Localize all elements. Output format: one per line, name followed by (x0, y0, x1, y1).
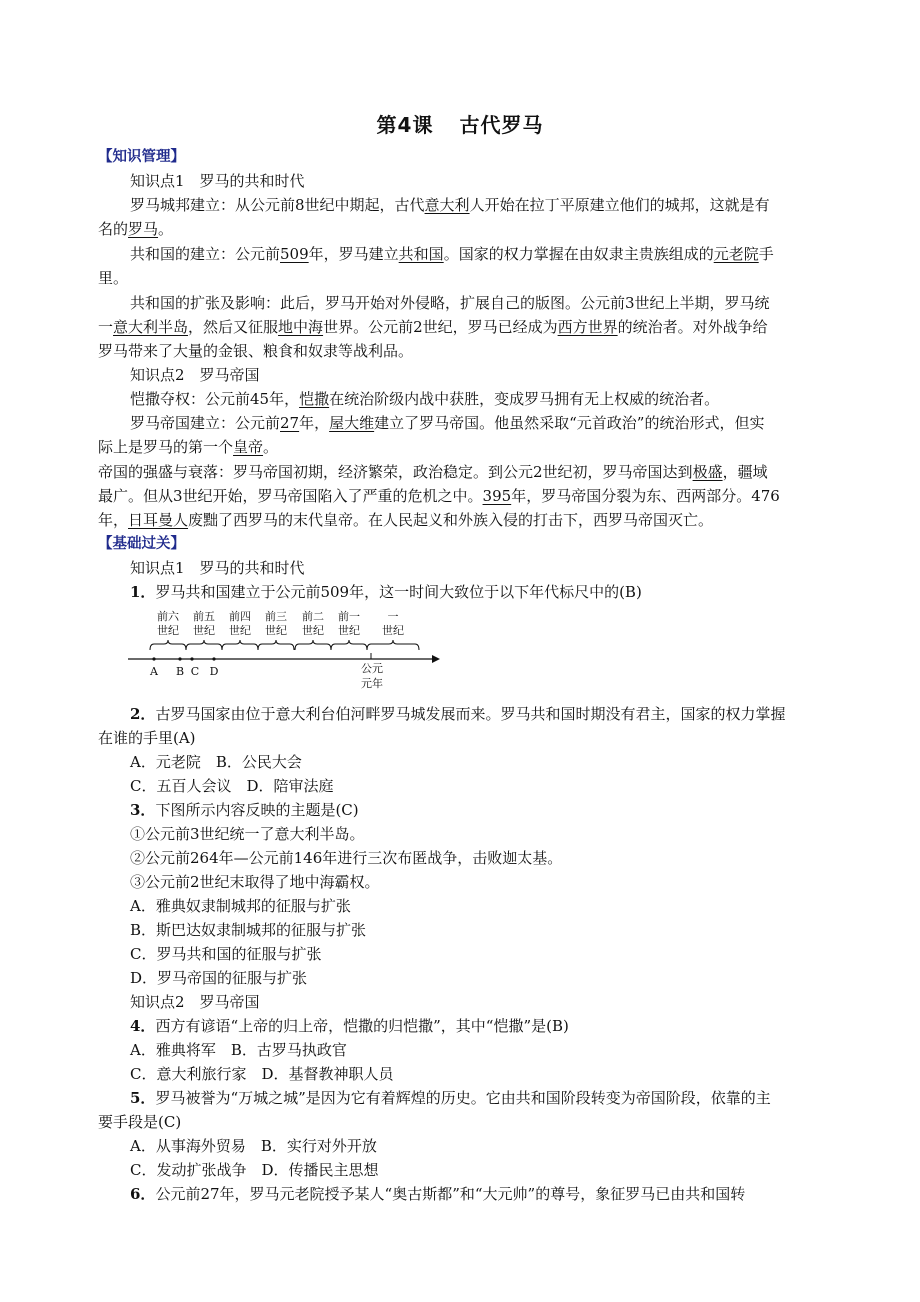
paragraph-line: 罗马带来了大量的金银、粮食和奴隶等战利品。 (98, 342, 414, 360)
knowledge-point-2: 知识点2 罗马帝国 (130, 993, 260, 1011)
question-option: C．罗马共和国的征服与扩张 (130, 945, 322, 963)
question-option: C．意大利旅行家 D．基督教神职人员 (130, 1065, 394, 1083)
timeline-point (190, 657, 193, 660)
question-option: D．罗马帝国的征服与扩张 (130, 969, 308, 987)
timeline-point (152, 657, 155, 660)
question-2: 2．古罗马国家由位于意大利台伯河畔罗马城发展而来。罗马共和国时期没有君主，国家的权力掌握 (130, 705, 786, 723)
century-label: 前三 (265, 610, 287, 623)
question-item: ①公元前3世纪统一了意大利半岛。 (130, 825, 365, 843)
question-5-cont: 要手段是(C) (98, 1113, 182, 1131)
timeline-point (212, 657, 215, 660)
century-label: 前六 (157, 610, 179, 623)
timeline-figure (126, 606, 446, 692)
question-item: ②公元前264年—公元前146年进行三次布匿战争，击败迦太基。 (130, 849, 563, 867)
page-title: 第4课 古代罗马 (376, 113, 544, 137)
point-label: C (190, 665, 200, 678)
century-label: 世纪 (338, 624, 360, 637)
paragraph-line: 里。 (98, 269, 129, 287)
century-label: 前五 (193, 610, 215, 623)
paragraph-line: 罗马帝国建立：公元前27年，屋大维建立了罗马帝国。他虽然采取“元首政治”的统治形式，但实 (130, 414, 765, 432)
paragraph-line: 最广。但从3世纪开始，罗马帝国陷入了严重的危机之中。395年，罗马帝国分裂为东、西两部分。476 (98, 487, 780, 505)
question-option: A．雅典将军 B．古罗马执政官 (130, 1041, 347, 1059)
knowledge-point-1: 知识点1 罗马的共和时代 (130, 172, 305, 190)
question-option: A．元老院 B．公民大会 (130, 753, 302, 771)
section-knowledge-management: 【知识管理】 (98, 149, 185, 165)
century-label: 前四 (229, 610, 251, 623)
point-label: D (209, 665, 219, 678)
century-label: 世纪 (229, 624, 251, 637)
century-label: 前一 (338, 610, 360, 623)
paragraph-line: 际上是罗马的第一个皇帝。 (98, 438, 279, 456)
point-label: B (175, 665, 185, 678)
century-label: 世纪 (302, 624, 324, 637)
question-3: 3．下图所示内容反映的主题是(C) (130, 801, 359, 819)
century-label: 世纪 (265, 624, 287, 637)
question-option: C．发动扩张战争 D．传播民主思想 (130, 1161, 379, 1179)
question-option: A．雅典奴隶制城邦的征服与扩张 (130, 897, 351, 915)
origin-label: 公元 (361, 662, 383, 675)
question-1: 1．罗马共和国建立于公元前509年，这一时间大致位于以下年代标尺中的(B) (130, 583, 642, 601)
question-5: 5．罗马被誉为“万城之城”是因为它有着辉煌的历史。它由共和国阶段转变为帝国阶段，依靠的主 (130, 1089, 771, 1107)
section-basic-practice: 【基础过关】 (98, 536, 185, 552)
paragraph-line: 帝国的强盛与衰落：罗马帝国初期，经济繁荣，政治稳定。到公元2世纪初，罗马帝国达到极盛，疆域 (98, 463, 768, 481)
paragraph-line: 一意大利半岛，然后又征服地中海世界。公元前2世纪，罗马已经成为西方世界的统治者。对外战争给 (98, 318, 768, 336)
timeline-point (178, 657, 181, 660)
knowledge-point-1: 知识点1 罗马的共和时代 (130, 559, 305, 577)
question-4: 4．西方有谚语“上帝的归上帝，恺撒的归恺撒”，其中“恺撒”是(B) (130, 1017, 569, 1035)
question-6: 6．公元前27年，罗马元老院授予某人“奥古斯都”和“大元帅”的尊号，象征罗马已由共和国转 (130, 1185, 746, 1203)
paragraph-line: 年，日耳曼人废黜了西罗马的末代皇帝。在人民起义和外族入侵的打击下，西罗马帝国灭亡。 (98, 511, 714, 529)
paragraph-line: 共和国的扩张及影响：此后，罗马开始对外侵略，扩展自己的版图。公元前3世纪上半期，罗马统 (130, 294, 770, 312)
paragraph-line: 罗马城邦建立：从公元前8世纪中期起，古代意大利人开始在拉丁平原建立他们的城邦，这就是有 (130, 196, 770, 214)
paragraph-line: 恺撒夺权：公元前45年，恺撒在统治阶级内战中获胜，变成罗马拥有无上权威的统治者。 (130, 390, 720, 408)
century-label: 世纪 (382, 624, 404, 637)
question-option: C．五百人会议 D．陪审法庭 (130, 777, 334, 795)
origin-label: 元年 (361, 677, 383, 690)
question-option: A．从事海外贸易 B．实行对外开放 (130, 1137, 377, 1155)
arrow-icon (432, 655, 440, 663)
century-label: 世纪 (157, 624, 179, 637)
century-label: 前二 (302, 610, 324, 623)
century-braces (150, 640, 419, 650)
knowledge-point-2: 知识点2 罗马帝国 (130, 366, 260, 384)
paragraph-line: 共和国的建立：公元前509年，罗马建立共和国。国家的权力掌握在由奴隶主贵族组成的元老院手 (130, 245, 774, 263)
point-label: A (150, 665, 158, 678)
question-option: B．斯巴达奴隶制城邦的征服与扩张 (130, 921, 367, 939)
question-item: ③公元前2世纪末取得了地中海霸权。 (130, 873, 380, 891)
paragraph-line: 名的罗马。 (98, 220, 174, 238)
century-label: 一 (387, 610, 399, 623)
question-2-cont: 在谁的手里(A) (98, 729, 196, 747)
century-label: 世纪 (193, 624, 215, 637)
